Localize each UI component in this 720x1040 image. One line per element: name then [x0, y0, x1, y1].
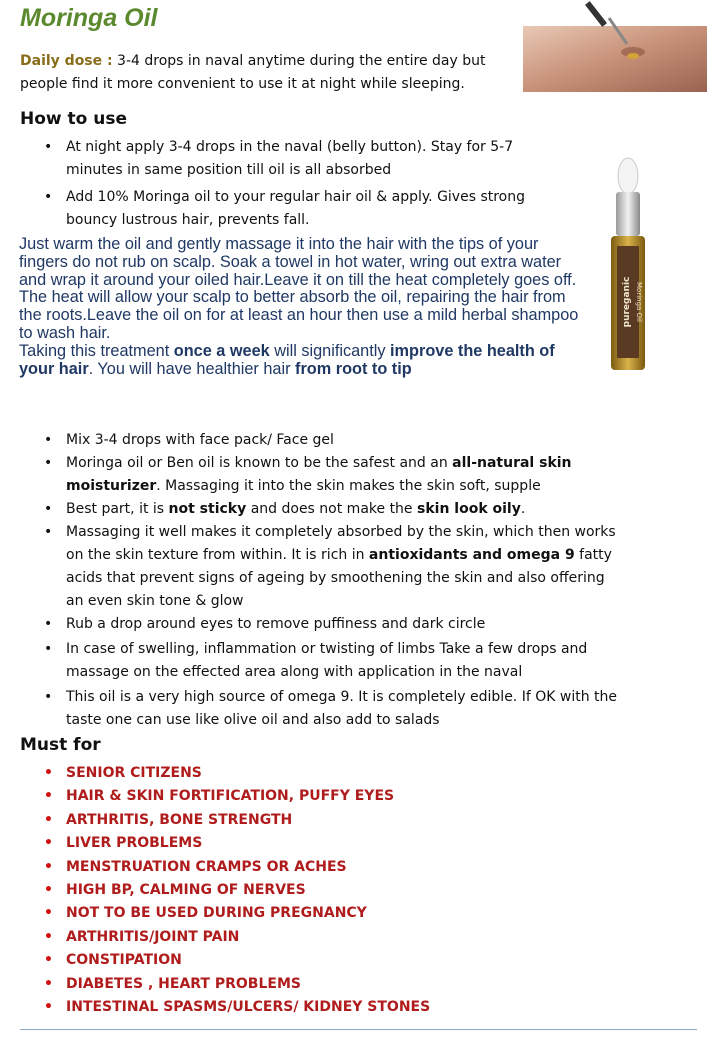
- list-item: • MENSTRUATION CRAMPS OR ACHES: [20, 856, 620, 879]
- hair-treatment-paragraph: [19, 236, 589, 378]
- list-item: • Rub a drop around eyes to remove puffiness and dark circle: [20, 613, 620, 636]
- list-item: • In case of swelling, inflammation or twisting of limbs Take a few drops and massage on the effected area along with application in the naval: [20, 638, 620, 684]
- list-item: • Add 10% Moringa oil to your regular hair oil & apply. Gives strong bouncy lustrous hair, prevents fall.: [20, 186, 560, 232]
- list-item: • LIVER PROBLEMS: [20, 832, 620, 855]
- list-item: • SENIOR CITIZENS: [20, 762, 620, 785]
- treatment-result: from root to tip: [295, 359, 412, 378]
- belly-dropper-photo: [523, 0, 707, 92]
- bottle-product-label: Moringa Oil: [635, 282, 643, 322]
- hair-massage-text: Just warm the oil and gently massage it into the hair with the tips of your fingers do not rub on scalp. Soak a towel in hot water, wring out extra water and wrap it around your oiled hair.Leave it on till the heat completely goes off. The heat will allow your scalp to better absorb the oil, repairing the hair from the roots.Leave the oil on for at least an hour then use a mild herbal shampoo to wash hair.: [19, 235, 579, 342]
- daily-dose-text: 3-4 drops in naval anytime during the entire day but people find it more convenient to use it at night while sleeping.: [20, 53, 486, 92]
- moringa-oil-bottle-image: [591, 156, 665, 378]
- list-item: • CONSTIPATION: [20, 949, 620, 972]
- list-item: • ARTHRITIS/JOINT PAIN: [20, 926, 620, 949]
- treatment-frequency: once a week: [173, 341, 270, 360]
- list-item: • Mix 3-4 drops with face pack/ Face gel: [20, 429, 620, 452]
- list-item: • HIGH BP, CALMING OF NERVES: [20, 879, 620, 902]
- list-item: • INTESTINAL SPASMS/ULCERS/ KIDNEY STONES: [20, 996, 620, 1019]
- bottle-brand-label: pureganic: [622, 276, 632, 328]
- how-to-use-list: [20, 136, 560, 232]
- list-item: • Massaging it well makes it completely absorbed by the skin, which then works on the skin texture from within. It is rich in antioxidants and omega 9 fatty acids that prevent signs of ageing by smoothening the skin and also offering an even skin tone & glow: [20, 521, 620, 613]
- page-title: Moringa Oil: [20, 4, 158, 32]
- how-to-use-heading: How to use: [20, 109, 128, 129]
- daily-dose-label: Daily dose :: [20, 53, 113, 69]
- must-for-heading: Must for: [20, 735, 101, 755]
- treatment-text: Taking this treatment: [19, 341, 174, 360]
- must-for-list: [20, 762, 620, 1019]
- list-item: • HAIR & SKIN FORTIFICATION, PUFFY EYES: [20, 785, 620, 808]
- daily-dose: [20, 50, 510, 96]
- list-item: • ARTHRITIS, BONE STRENGTH: [20, 809, 620, 832]
- footer-divider: [20, 1029, 697, 1030]
- treatment-text: . You will have healthier hair: [88, 359, 296, 378]
- list-item: • This oil is a very high source of omega 9. It is completely edible. If OK with the taste one can use like olive oil and also add to salads: [20, 686, 620, 732]
- treatment-text: will significantly: [269, 341, 391, 360]
- list-item: • DIABETES , HEART PROBLEMS: [20, 973, 620, 996]
- skin-benefits-list: [20, 429, 620, 732]
- list-item: • NOT TO BE USED DURING PREGNANCY: [20, 902, 620, 925]
- list-item: • Moringa oil or Ben oil is known to be the safest and an all-natural skin moisturizer. Massaging it into the skin makes the skin soft, supple: [20, 452, 620, 498]
- list-item: • At night apply 3-4 drops in the naval (belly button). Stay for 5-7 minutes in same position till oil is all absorbed: [20, 136, 560, 182]
- treatment-benefit: improve the health of your hair: [19, 341, 555, 378]
- list-item: • Best part, it is not sticky and does not make the skin look oily.: [20, 498, 620, 521]
